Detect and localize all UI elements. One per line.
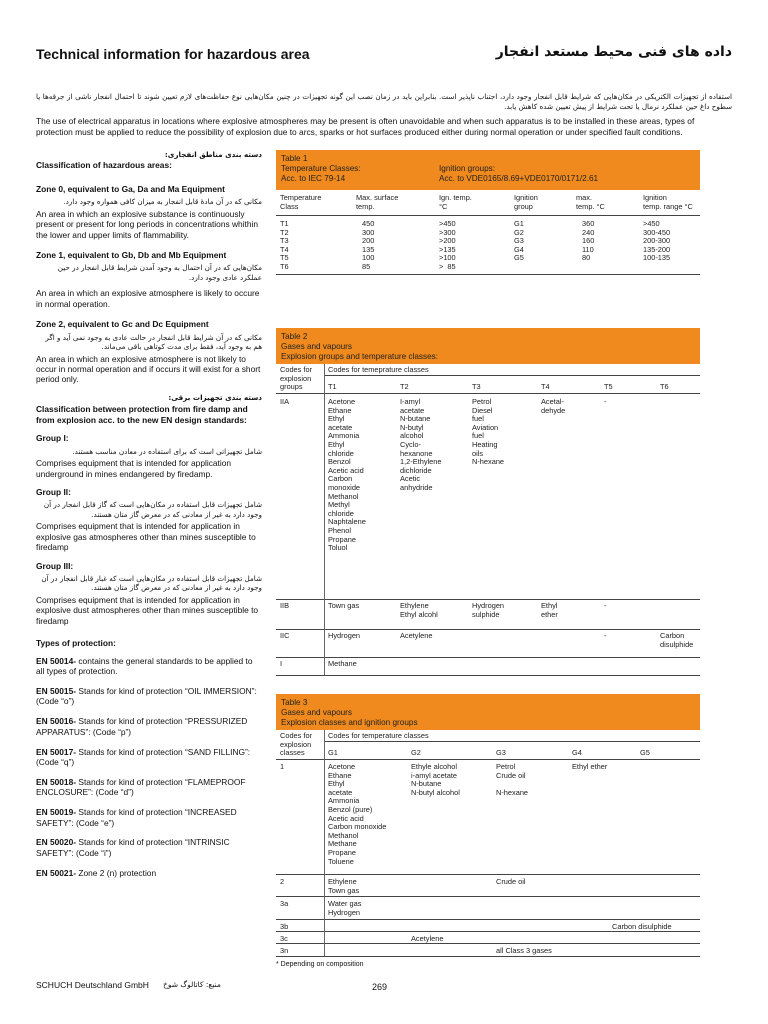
standard-item — [36, 686, 262, 707]
table-3-span-rule — [324, 741, 700, 742]
table-2-column-header: T4 — [541, 382, 550, 391]
table-3-span-header: Codes for temperature classes — [328, 731, 429, 740]
table-1-header — [276, 150, 700, 190]
table-3-class-header: Codes for explosion classes — [280, 731, 313, 758]
table-2-span-header: Codes for temeprature classes — [328, 365, 429, 374]
zone2-persian: مکانی که در آن شرایط قابل انفجار در حالت عادی به وجود نمی آید و اگر هم به وجود آید، فقط برای مدت کوتاهی باقی می‌ماند. — [45, 332, 262, 352]
group1-text: Comprises equipment that is intended for application underground in mines endangered by firedamp. — [36, 458, 232, 479]
table-1-cell: T1 — [280, 219, 289, 228]
table-2-subtitle: Gases and vapours Explosion groups and temperature classes: — [281, 342, 439, 361]
table-1-cell: 135-200 — [643, 244, 671, 254]
table-2-cell: Carbon disulphide — [660, 631, 694, 649]
group2-title: Group II: — [36, 486, 71, 497]
footer-source-persian: منبع: کاتالوگ شوخ — [163, 980, 221, 989]
table-2-column-divider — [324, 364, 325, 675]
table-2-cell: Acetone Ethane Ethyl acetate Ammonia Ethyl chloride Benzol Acetic acid Carbon monoxide Methanol Methyl chloride Naphtalene Phenol Propane Toluol — [328, 397, 366, 553]
table-2-cell: Petrol Diesel fuel Aviation fuel Heating oils N-hexane — [472, 397, 505, 467]
table-1-column-header: Ign. temp. °C — [439, 193, 472, 211]
table-1-cell: 450 — [362, 219, 375, 228]
table-3-cell: Ethylene Town gas — [328, 877, 360, 895]
table-2-header — [276, 328, 700, 364]
zone1-title: Zone 1, equivalent to Gb, Db and Mb Equipment — [36, 250, 227, 261]
table-1-cell: > 85 — [439, 262, 456, 271]
table-3-row-rule — [276, 943, 700, 944]
table-3-cell: Acetylene — [411, 934, 444, 943]
table-2-column-header: T3 — [472, 382, 481, 391]
table-3-row-rule — [276, 956, 700, 957]
standard-description: Stands for kind of protection “FLAMEPROOF ENCLOSURE”: (Code “d”) — [36, 776, 246, 798]
zone2-title: Zone 2, equivalent to Gc and Dc Equipment — [36, 319, 209, 330]
table-3-cell: Acetone Ethane Ethyl acetate Ammonia Benzol (pure) Acetic acid Carbon monoxide Methanol Methane Propane Toluene — [328, 762, 387, 866]
table-1-cell: G1 — [514, 219, 524, 228]
table-2-cell: IIC — [280, 631, 290, 640]
zone2-text: An area in which an explosive atmosphere is not likely to occur in normal operation and if occurs it will exist for a short period only. — [36, 353, 261, 385]
table-3-subtitle: Gases and vapours Explosion classes and ignition groups — [281, 708, 418, 727]
table-1-cell: 300-450 — [643, 227, 671, 237]
table-1-label: Table 1 — [281, 154, 308, 163]
table-3-row-rule — [276, 919, 700, 920]
table-1-cell: T3 — [280, 236, 289, 246]
table-1-cell: >135 — [439, 244, 456, 254]
table-1-cell: G5 — [514, 253, 524, 263]
standard-item — [36, 837, 262, 858]
table-3-column-header: G3 — [496, 748, 506, 757]
table-1-cell: G2 — [514, 227, 524, 237]
table-1-ignition-groups: Ignition groups: Acc. to VDE0165/8.69+VDE0170/0171/2.61 — [439, 164, 599, 183]
table-1-cell: 200-300 — [643, 236, 671, 246]
table-3-cell: Ethyle alcohol i-amyl acetate N-butane N-butyl alcohol — [411, 762, 460, 797]
standard-code: EN 50019- — [36, 807, 77, 818]
standard-code: EN 50014- — [36, 655, 77, 666]
table-3 — [276, 694, 700, 960]
table-1-column-header: Ignition group — [514, 193, 538, 211]
zone0-title: Zone 0, equivalent to Ga, Da and Ma Equipment — [36, 183, 225, 194]
table-3-cell: all Class 3 gases — [496, 946, 552, 955]
table-2-cell: IIB — [280, 601, 290, 610]
table-1-cell: 85 — [362, 262, 371, 271]
equipment-heading-persian: دسته بندی تجهیزات برقی: — [168, 392, 262, 402]
table-1-body — [276, 190, 700, 275]
table-3-cell: Crude oil — [496, 877, 526, 886]
table-2-label: Table 2 — [281, 332, 308, 341]
table-1-cell: >450 — [439, 219, 456, 228]
table-2-cell: Hydrogen — [328, 631, 361, 640]
table-2-rule — [276, 393, 700, 394]
standard-description: Stands for kind of protection “INCREASED SAFETY”: (Code “e”) — [36, 807, 237, 828]
page-title: Technical information for hazardous area — [36, 46, 310, 62]
table-3-row-rule — [276, 896, 700, 897]
table-3-cell: Petrol Crude oil N-hexane — [496, 762, 529, 797]
table-2-row-rule — [276, 675, 700, 676]
table-2 — [276, 328, 700, 668]
standard-description: Stands for kind of protection “PRESSURIZED APPARATUS”: (Code “p”) — [36, 716, 248, 737]
group1-persian: شامل تجهیزاتی است که برای استفاده در معادن مناسب هستند. — [72, 446, 262, 456]
table-3-cell: 3b — [280, 922, 289, 931]
table-2-cell: - — [604, 601, 607, 610]
table-2-row-rule — [276, 629, 700, 630]
table-1-cell: 80 — [582, 253, 591, 263]
table-3-cell: 3n — [280, 946, 289, 955]
standard-item — [36, 747, 262, 768]
group3-text: Comprises equipment that is intended for application in explosive dust atmospheres other than mines susceptible to firedamp — [36, 594, 259, 626]
table-3-footnote: * Depending on composition — [276, 961, 364, 968]
group1-title: Group I: — [36, 433, 69, 444]
table-3-body — [276, 730, 700, 960]
table-3-cell: 3a — [280, 899, 289, 908]
intro-english: The use of electrical apparatus in locations where explosive atmospheres may be present is often unavoidable and when such apparatus is to be installed in these areas, types of protection must be applied to reduce the possibility of explosion due to arcs, sparks or hot surfaces produced either during normal operation or under specified fault conditions. — [36, 116, 695, 137]
table-2-group-header: Codes for explosion groups — [280, 365, 313, 392]
table-1-cell: >100 — [439, 253, 456, 263]
table-3-column-header: G5 — [640, 748, 650, 757]
intro-persian: استفاده از تجهیزات الکتریکی در مکان‌هایی که شرایط قابل انفجار وجود دارد، اجتناب ناپذیر است. بنابراین باید در زمان نصب این گونه تجهیزات در چنین مکان‌هایی نوع حفاظت‌های لازم تعیین شوند تا احتمال انفجار ناشی از جرقه‌ها یا سطوح داغ حین عملکرد نرمال یا تحت شرایط از پیش تعیین شده کاهش یابد. — [36, 92, 732, 111]
table-1-cell: 100-135 — [643, 253, 671, 263]
table-3-cell: 1 — [280, 762, 285, 771]
table-3-cell: 2 — [280, 877, 285, 886]
equipment-heading: Classification between protection from fire damp and from explosion acc. to the new EN design standards: — [36, 404, 248, 425]
zone0-persian: مکانی که در آن مادهٔ قابل انفجار به میزان کافی همواره وجود دارد. — [63, 197, 262, 207]
table-3-row-rule — [276, 874, 700, 875]
table-1-cell: G4 — [514, 244, 524, 254]
table-1-cell: 160 — [582, 236, 595, 246]
standard-item — [36, 868, 262, 878]
table-1-cell: 100 — [362, 253, 375, 263]
table-2-cell: Hydrogen sulphide — [472, 601, 505, 619]
standard-item — [36, 716, 262, 737]
standard-code: EN 50017- — [36, 746, 77, 757]
table-1-cell: 240 — [582, 227, 595, 237]
table-2-cell: Ethyl ether — [541, 601, 558, 619]
standards-list — [36, 656, 262, 879]
table-1-cell: T4 — [280, 244, 289, 254]
table-1-cell: >200 — [439, 236, 456, 246]
table-1-cell: T5 — [280, 253, 289, 263]
table-2-row-rule — [276, 657, 700, 658]
classification-heading-persian: دسته بندی مناطق انفجاری: — [164, 150, 262, 159]
standard-description: Stands for kind of protection “SAND FILLING”: (Code “q”) — [36, 746, 251, 767]
table-1-cell: 110 — [582, 244, 594, 254]
table-3-rule — [276, 759, 700, 760]
standard-code: EN 50016- — [36, 716, 77, 727]
table-3-cell: Ethyl ether — [572, 762, 608, 771]
table-2-cell: I-amyl acetate N-butane N-butyl alcohol Cyclo- hexanone 1,2-Ethylene dichloride Acetic anhydride — [400, 397, 442, 492]
table-2-column-header: T1 — [328, 382, 337, 391]
table-2-row-rule — [276, 599, 700, 600]
standard-code: EN 50015- — [36, 685, 77, 696]
table-3-column-header: G4 — [572, 748, 582, 757]
page-number: 269 — [372, 982, 388, 992]
zone1-text: An area in which an explosive atmosphere is likely to occure in normal operation. — [36, 288, 260, 309]
standard-code: EN 50020- — [36, 837, 77, 848]
table-2-cell: Acetal- dehyde — [541, 397, 566, 415]
zone1-persian: مکان‌هایی که در آن احتمال به وجود آمدن شرایط قابل انفجار در حین عملکرد عادی وجود دارد. — [57, 263, 262, 282]
table-1-cell: 200 — [362, 236, 375, 246]
table-2-cell: IIA — [280, 397, 290, 406]
standard-description: contains the general standards to be applied to all types of protection. — [36, 655, 253, 676]
table-2-cell: Acetylene — [400, 631, 433, 640]
table-1-column-header: max. temp. °C — [576, 193, 605, 211]
table-1-cell: >300 — [439, 227, 456, 237]
table-3-cell: Water gas Hydrogen — [328, 899, 362, 917]
table-1-rule — [276, 215, 700, 216]
page-title-persian: داده های فنی محیط مستعد انفجار — [495, 44, 732, 60]
table-3-row-rule — [276, 931, 700, 932]
table-2-cell: - — [604, 397, 607, 406]
table-1-column-header: Temperature Class — [280, 193, 322, 211]
table-1-cell: 135 — [362, 244, 375, 254]
table-3-label: Table 3 — [281, 698, 308, 707]
table-3-column-header: G2 — [411, 748, 421, 757]
standard-code: EN 50018- — [36, 776, 77, 787]
table-2-column-header: T2 — [400, 382, 409, 391]
standard-item — [36, 656, 262, 677]
standard-description: Stands for kind of protection “OIL IMMERSION”: (Code “o”) — [36, 685, 257, 707]
table-2-cell: - — [604, 631, 607, 640]
table-1-cell: 300 — [362, 227, 375, 237]
footer-company: SCHUCH Deutschland GmbH — [36, 980, 149, 990]
table-2-cell: I — [280, 659, 283, 668]
table-1 — [276, 150, 700, 275]
table-3-column-header: G1 — [328, 748, 338, 757]
classification-heading: Classification of hazardous areas: — [36, 159, 172, 170]
table-3-cell: 3c — [280, 934, 288, 943]
table-1-column-header: Ignition temp. range °C — [643, 193, 693, 211]
table-2-cell: Methane — [328, 659, 357, 668]
table-1-bottom-rule — [276, 274, 700, 275]
types-of-protection-title: Types of protection: — [36, 638, 116, 649]
standard-description: Stands for kind of protection “INTRINSIC SAFETY”: (Code “i”) — [36, 837, 230, 858]
standard-item — [36, 777, 262, 798]
standard-item — [36, 807, 262, 828]
table-2-column-header: T6 — [660, 382, 669, 391]
table-2-span-rule — [324, 375, 700, 376]
table-2-cell: Ethylene Ethyl alcohl — [400, 601, 438, 619]
group3-title: Group III: — [36, 560, 74, 571]
group3-persian: شامل تجهیزات قابل استفاده در مکان‌هایی است که غبار قابل انفجار در آن وجود دارد به غیر از معادنی که در معرض گاز متان هستند. — [41, 573, 262, 593]
table-2-column-header: T5 — [604, 382, 613, 391]
table-2-cell: Town gas — [328, 601, 360, 610]
table-2-body — [276, 364, 700, 668]
table-1-temperature-classes: Temperature Classes: Acc. to IEC 79-14 — [281, 164, 361, 183]
standard-description: Zone 2 (n) protection — [76, 867, 157, 878]
group2-persian: شامل تجهیزات قابل استفاده در مکان‌هایی است که گاز قابل انفجار در آن وجود دارد به غیر از معادنی که در معرض گاز متان هستند. — [43, 500, 262, 519]
table-3-header — [276, 694, 700, 730]
left-column — [36, 150, 262, 888]
table-1-cell: 360 — [582, 219, 595, 228]
table-1-cell: T2 — [280, 227, 289, 237]
zone0-text: An area in which an explosive substance is continuously present or present for long periods in concentrations whithin the lower and upper limits of flammability. — [36, 208, 259, 240]
table-1-cell: T6 — [280, 262, 289, 271]
table-1-cell: G3 — [514, 236, 524, 246]
group2-text: Comprises equipment that is intended for application in explosive gas atmospheres other than mines susceptible to firedamp — [36, 521, 256, 553]
table-1-column-header: Max. surface temp. — [356, 193, 399, 211]
standard-code: EN 50021- — [36, 867, 77, 878]
table-3-cell: Carbon disulphide — [612, 922, 672, 931]
table-3-column-divider — [324, 730, 325, 956]
table-1-cell: >450 — [643, 219, 660, 228]
